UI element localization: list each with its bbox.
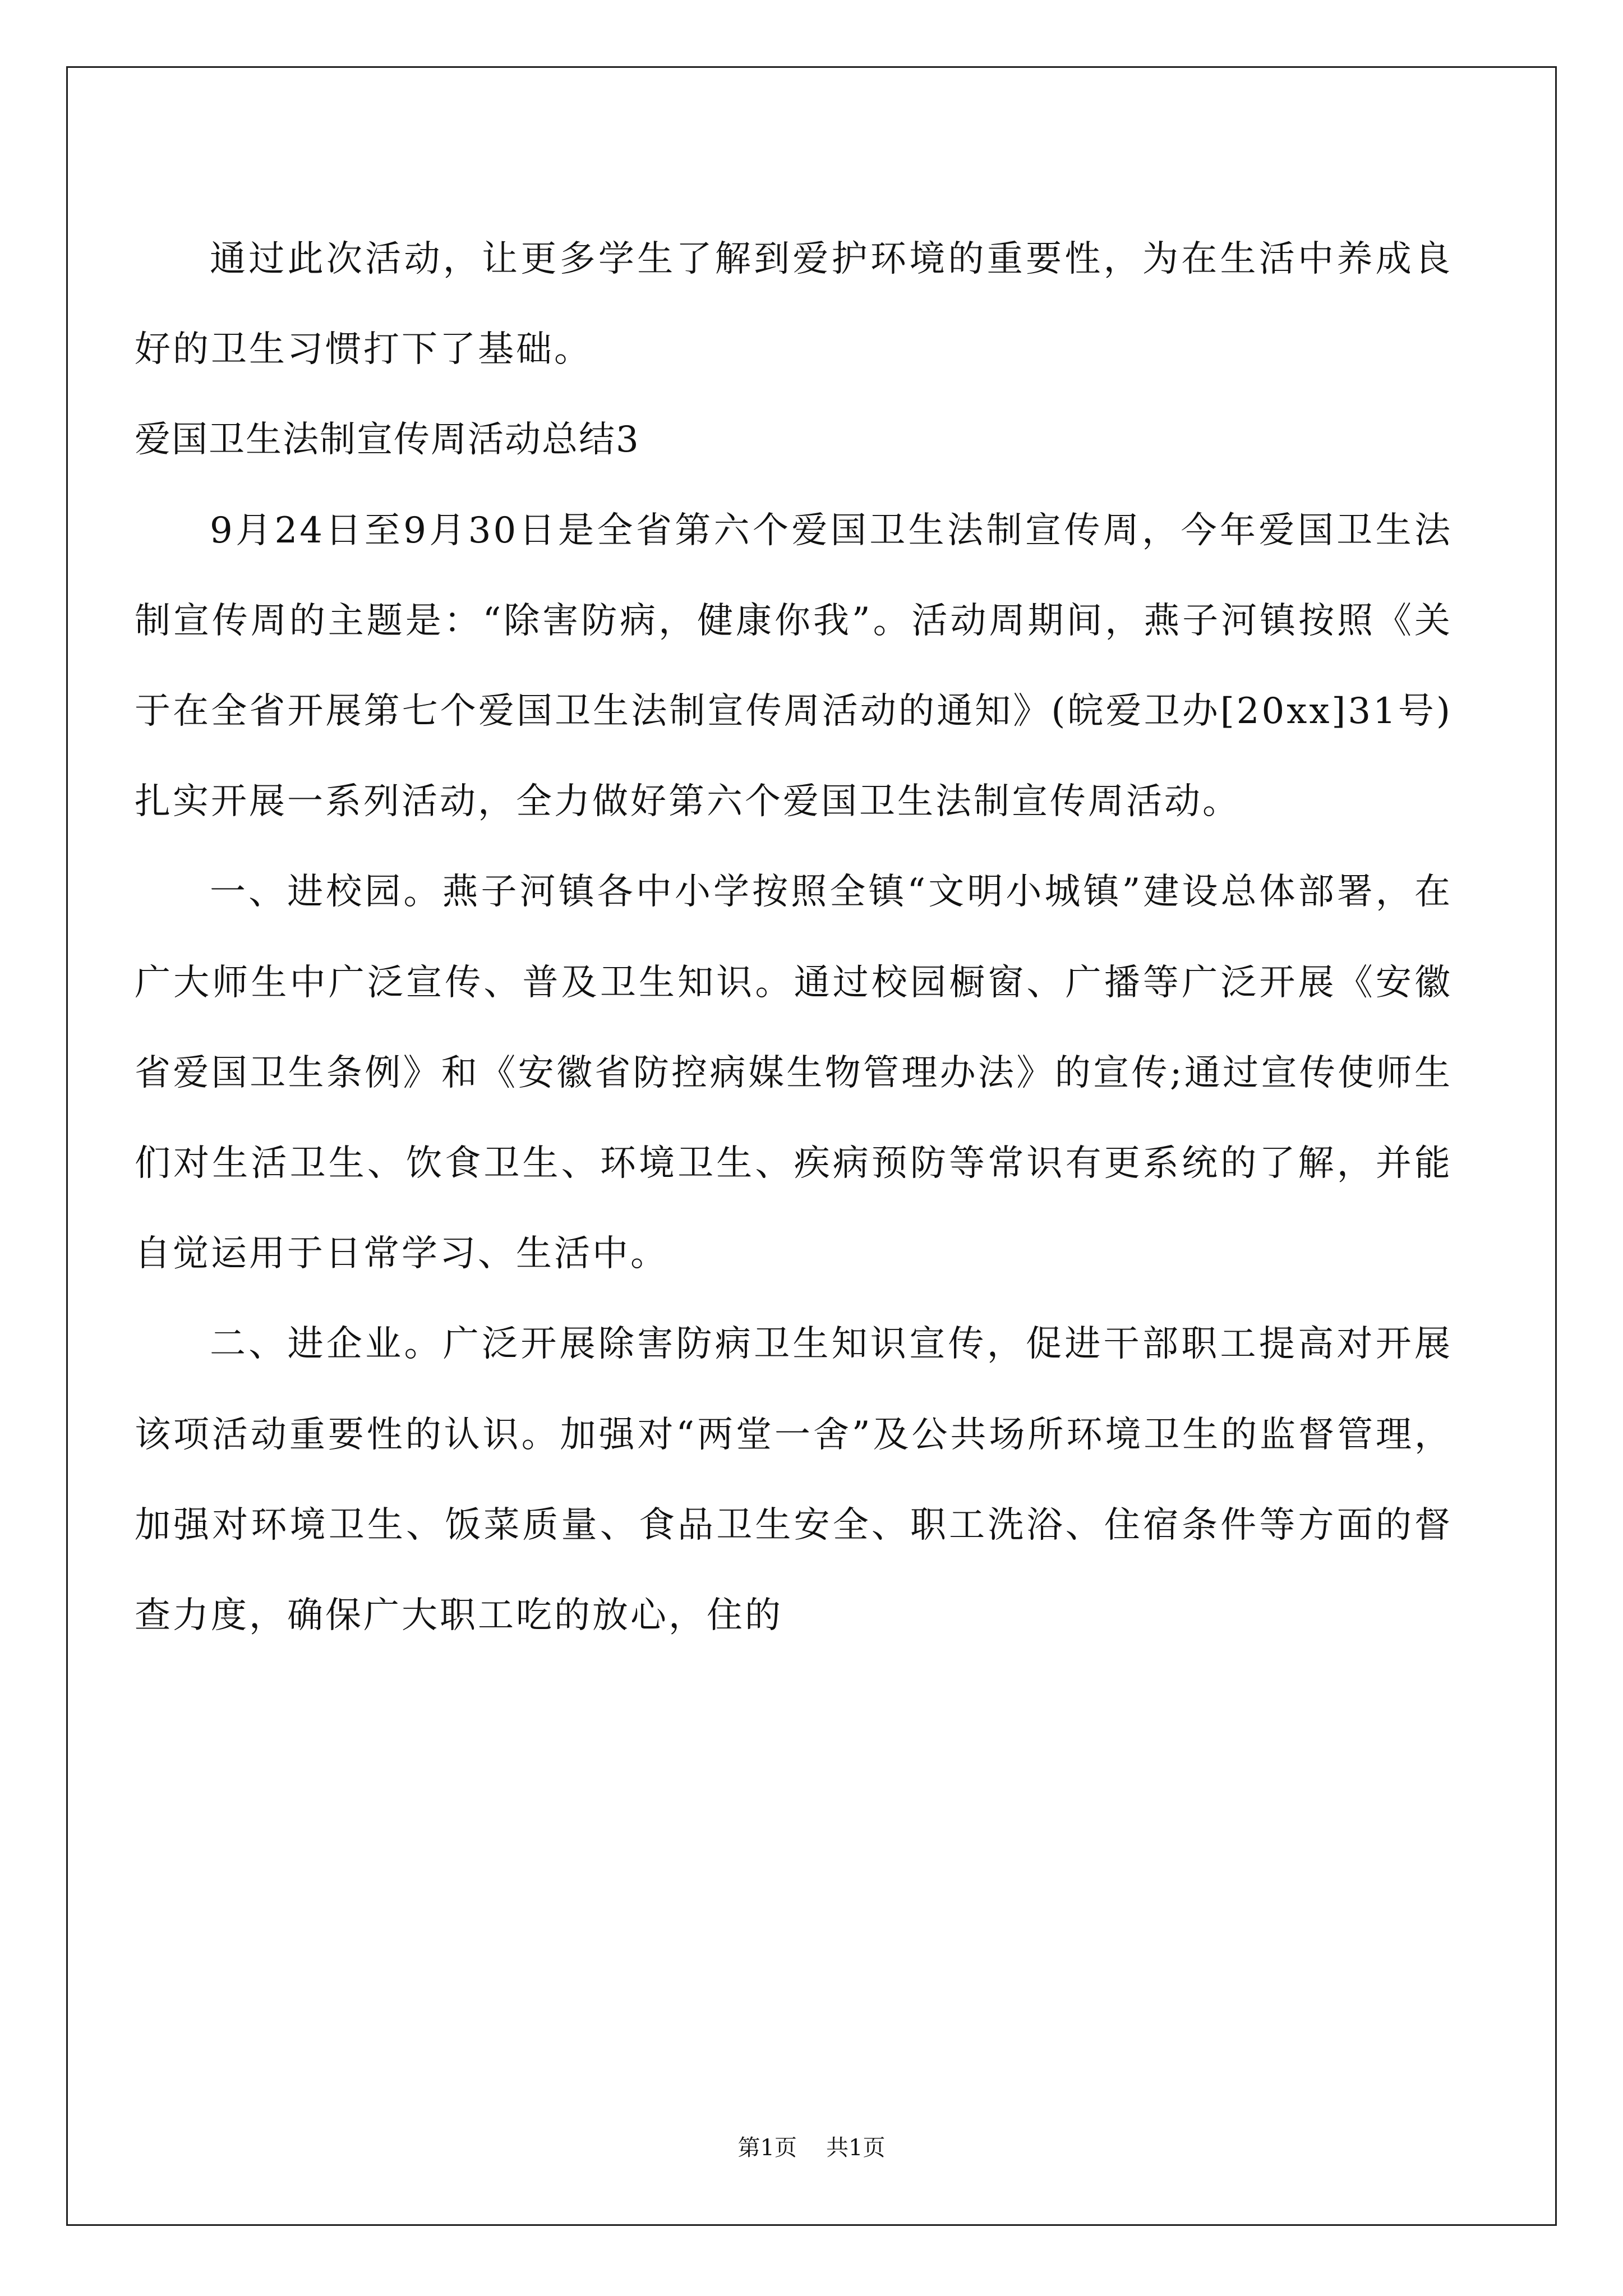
page-number: 第1页 [737,2135,797,2161]
paragraph-overview: 9月24日至9月30日是全省第六个爱国卫生法制宣传周，今年爱国卫生法制宣传周的主题是：“除害防病，健康你我”。活动周期间，燕子河镇按照《关于在全省开展第七个爱国卫生法制宣传周活动的通知》(皖爱卫办[20xx]31号)扎实开展一系列活动，全力做好第六个爱国卫生法制宣传周活动。 [135,509,1453,823]
paragraph-campus: 一、进校园。燕子河镇各中小学按照全镇“文明小城镇”建设总体部署，在广大师生中广泛宣传、普及卫生知识。通过校园橱窗、广播等广泛开展《安徽省爱国卫生条例》和《安徽省防控病媒生物管理办法》的宣传;通过宣传使师生们对生活卫生、饮食卫生、环境卫生、疾病预防等常识有更系统的了解，并能自觉运用于日常学习、生活中。 [135,871,1453,1275]
paragraph-enterprise: 二、进企业。广泛开展除害防病卫生知识宣传，促进干部职工提高对开展该项活动重要性的认识。加强对“两堂一舍”及公共场所环境卫生的监督管理，加强对环境卫生、饭菜质量、食品卫生安全、职工洗浴、住宿条件等方面的督查力度，确保广大职工吃的放心，住的 [135,1323,1453,1637]
section-heading: 爱国卫生法制宣传周活动总结3 [135,419,640,461]
page-footer [0,2134,1623,2161]
page-total: 共1页 [826,2135,886,2161]
document-body [135,214,1453,1661]
paragraph-intro: 通过此次活动，让更多学生了解到爱护环境的重要性，为在生活中养成良好的卫生习惯打下了基础。 [135,238,1453,371]
